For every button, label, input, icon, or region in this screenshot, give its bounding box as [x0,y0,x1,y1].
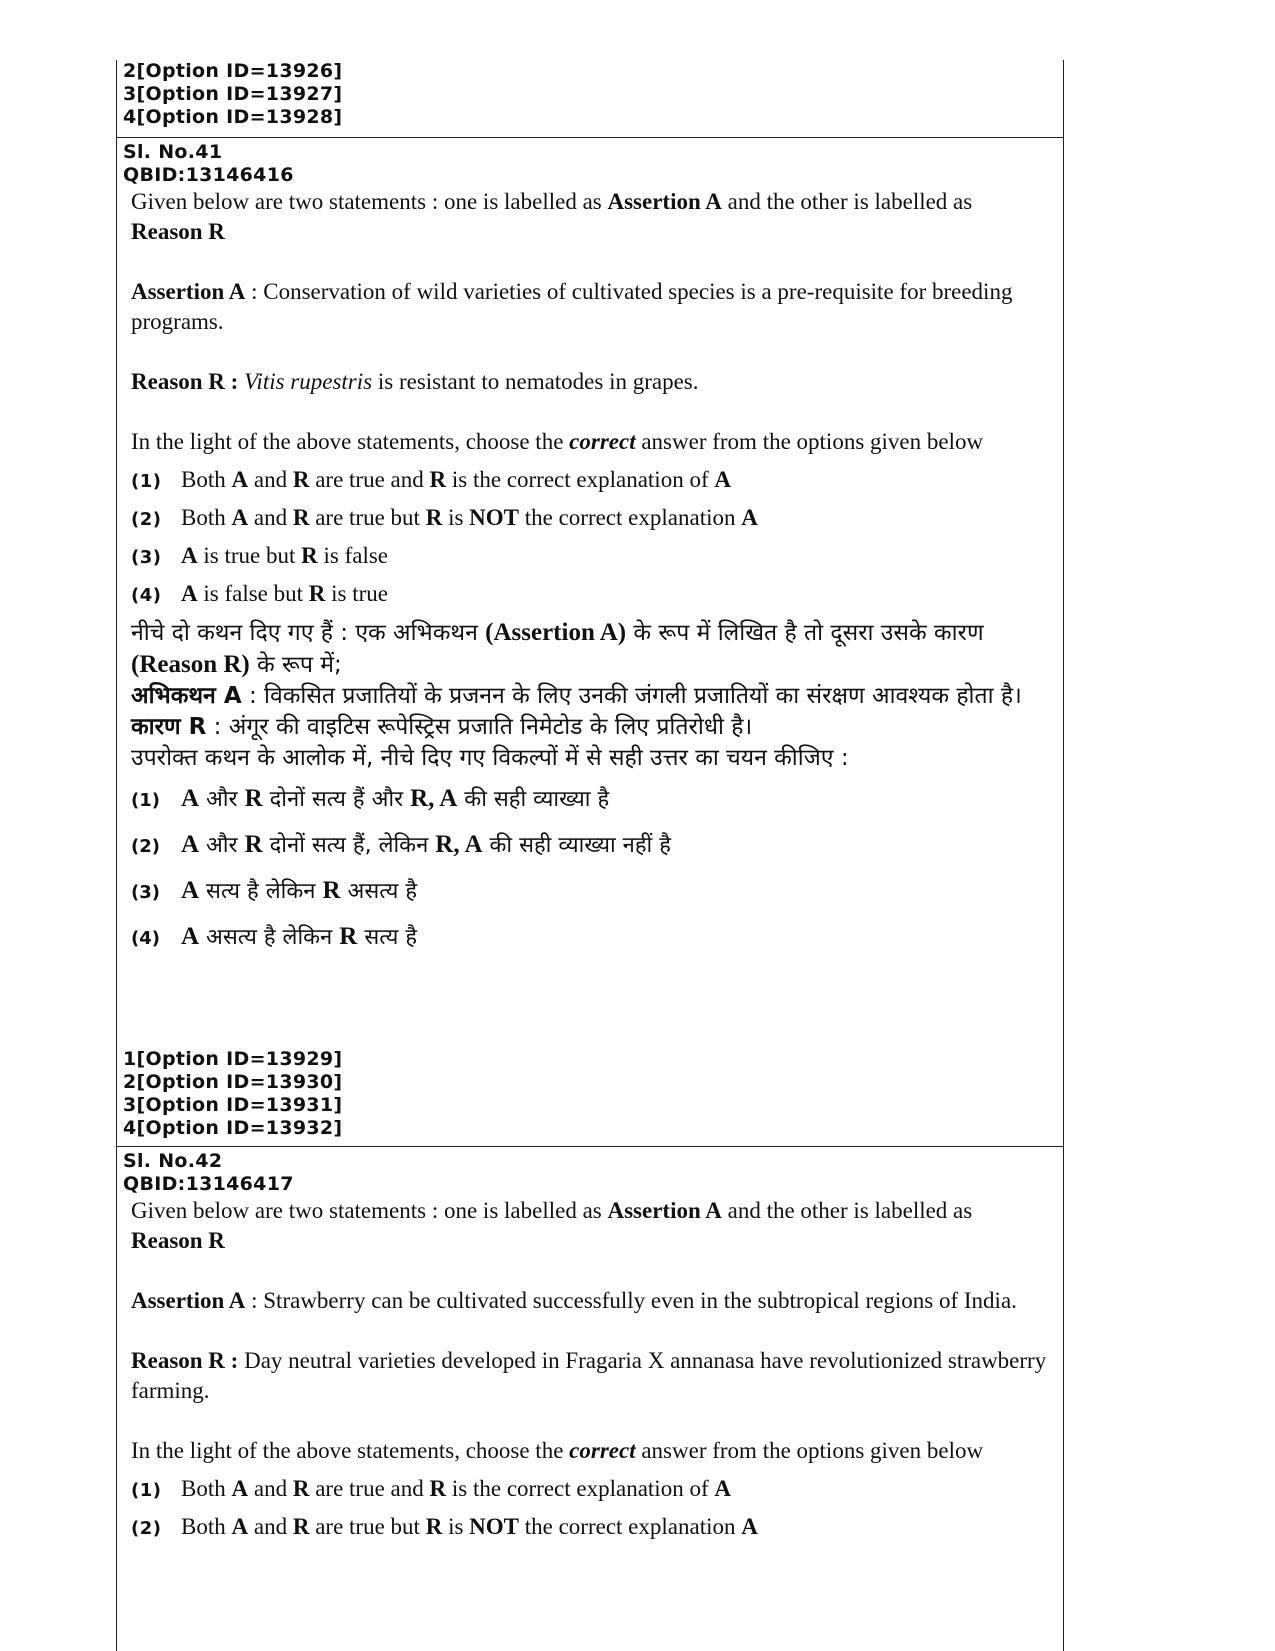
question-body [123,1196,1057,1542]
answer-option-3: (3) A is true but R is false [131,543,389,568]
option-id-line: 4[Option ID=13928] [123,106,343,128]
option-id-line: 2[Option ID=13926] [123,60,343,82]
question-42 [117,1147,1063,1651]
hindi-option-2: (2) A और R दोनों सत्य हैं, लेकिन R, A की सही व्याख्या नहीं है [131,831,671,858]
hindi-intro: नीचे दो कथन दिए गए हैं : एक अभिकथन (Assertion A) के रूप में लिखित है तो दूसरा उसके कारण (Reason R) के रूप में; [131,619,984,678]
hindi-option-4: (4) A असत्य है लेकिन R सत्य है [131,923,418,950]
instruction-text: In the light of the above statements, choose the correct answer from the options given below [131,1438,984,1463]
hindi-reason: कारण R : अंगूर की वाइटिस रूपेस्ट्रिस प्रजाति निमेटोड के लिए प्रतिरोधी है। [131,714,753,740]
answer-option-1: (1) Both A and R are true and R is the correct explanation of A [131,467,731,492]
option-id-line: 3[Option ID=13927] [123,83,343,105]
assertion-text: Assertion A : Strawberry can be cultivated successfully even in the subtropical regions of India. [131,1288,1017,1313]
answer-option-2: (2) Both A and R are true but R is NOT the correct explanation A [131,505,758,530]
hindi-option-3: (3) A सत्य है लेकिन R असत्य है [131,877,418,904]
prev-question-option-ids [117,60,1063,138]
option-id-line: 4[Option ID=13932] [123,1117,343,1139]
answer-option-2: (2) Both A and R are true but R is NOT the correct explanation A [131,1514,758,1539]
hindi-option-1: (1) A और R दोनों सत्य हैं और R, A की सही व्याख्या है [131,785,610,812]
answer-option-1: (1) Both A and R are true and R is the correct explanation of A [131,1476,731,1501]
qbid: QBID:13146417 [123,1173,294,1195]
question-41 [117,138,1063,1147]
serial-number: Sl. No.42 [123,1150,223,1172]
option-id-line: 3[Option ID=13931] [123,1094,343,1116]
intro-text: Given below are two statements : one is labelled as Assertion A and the other is labelled as Reason R [131,189,973,244]
reason-text: Reason R : Vitis rupestris is resistant to nematodes in grapes. [131,369,699,394]
hindi-instruction: उपरोक्त कथन के आलोक में, नीचे दिए गए विकल्पों में से सही उत्तर का चयन कीजिए : [131,745,849,771]
instruction-text: In the light of the above statements, choose the correct answer from the options given below [131,429,984,454]
question-body [123,187,1057,958]
reason-text: Reason R : Day neutral varieties developed in Fragaria X annanasa have revolutionized strawberry farming. [131,1348,1047,1403]
hindi-block [131,617,1057,774]
question-table [116,60,1064,1651]
option-id-line: 2[Option ID=13930] [123,1071,343,1093]
qbid: QBID:13146416 [123,164,294,186]
serial-number: Sl. No.41 [123,141,223,163]
assertion-text: Assertion A : Conservation of wild varieties of cultivated species is a pre-requisite for breeding programs. [131,279,1013,334]
option-id-line: 1[Option ID=13929] [123,1048,343,1070]
intro-text: Given below are two statements : one is labelled as Assertion A and the other is labelled as Reason R [131,1198,973,1253]
hindi-assertion: अभिकथन A : विकसित प्रजातियों के प्रजनन के लिए उनकी जंगली प्रजातियों का संरक्षण आवश्यक होता है। [131,683,1022,709]
option-id-list [123,1048,342,1140]
answer-option-4: (4) A is false but R is true [131,581,389,606]
